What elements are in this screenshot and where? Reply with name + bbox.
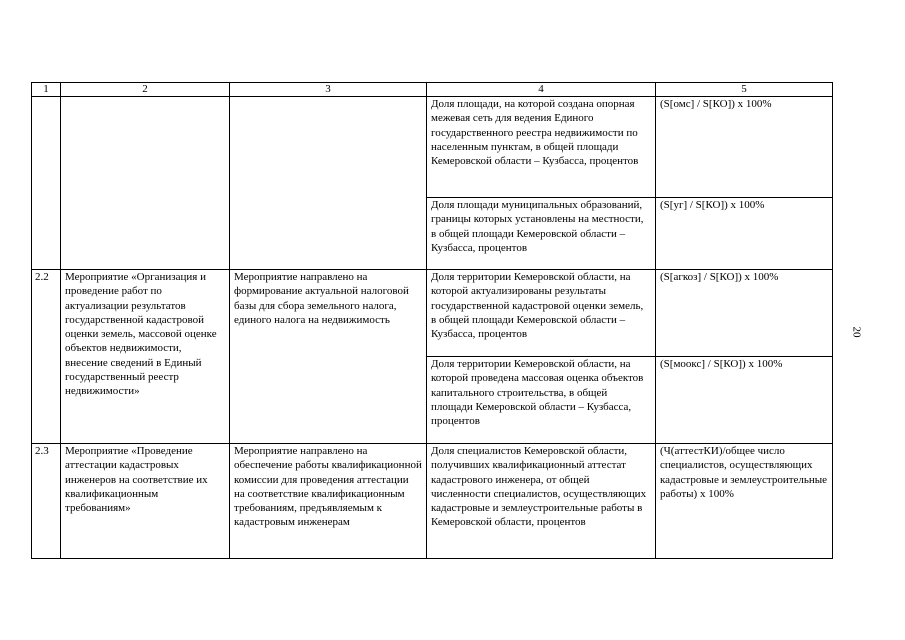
indicator-formula-cell: (S[уг] / S[КО]) x 100% bbox=[656, 198, 833, 270]
table-row bbox=[32, 444, 833, 559]
row-number bbox=[32, 97, 61, 270]
row-number: 2.2 bbox=[32, 270, 61, 444]
indicator-formula-cell: (S[моокс] / S[КО]) x 100% bbox=[656, 357, 833, 444]
page-number: 20 bbox=[850, 326, 863, 338]
indicator-formula-cell: (Ч(аттестКИ)/общее число специалистов, осуществляющих кадастровые и землеустроительные работы) x 100% bbox=[656, 444, 833, 559]
indicator-formula-cell: (S[омс] / S[КО]) x 100% bbox=[656, 97, 833, 198]
row-number: 2.3 bbox=[32, 444, 61, 559]
indicator-name-cell: Доля территории Кемеровской области, на которой проведена массовая оценка объектов капитального строительства, в общей площади Кемеровской области – Кузбасса, процентов bbox=[427, 357, 656, 444]
column-number-row bbox=[32, 83, 833, 97]
table-row bbox=[32, 270, 833, 357]
column-number: 3 bbox=[230, 83, 427, 97]
column-number: 5 bbox=[656, 83, 833, 97]
indicator-name-cell: Доля специалистов Кемеровской области, получивших квалификационный аттестат кадастрового инженера, от общей численности специалистов, осуществляющих кадастровые и землеустроительные работы в Кемеровской области, процентов bbox=[427, 444, 656, 559]
event-name-cell bbox=[61, 97, 230, 270]
indicator-formula-cell: (S[агкоз] / S[КО]) x 100% bbox=[656, 270, 833, 357]
event-description-cell: Мероприятие направлено на формирование актуальной налоговой базы для сбора земельного налога, единого налога на недвижимость bbox=[230, 270, 427, 444]
indicator-name-cell: Доля площади, на которой создана опорная межевая сеть для ведения Единого государственного реестра недвижимости по населенным пунктам, в общей площади Кемеровской области – Кузбасса, процентов bbox=[427, 97, 656, 198]
column-number: 2 bbox=[61, 83, 230, 97]
indicator-table bbox=[31, 82, 833, 559]
event-name-cell: Мероприятие «Проведение аттестации кадастровых инженеров на соответствие их квалификационным требованиям» bbox=[61, 444, 230, 559]
indicator-name-cell: Доля территории Кемеровской области, на которой актуализированы результаты государственной кадастровой оценки земель, в общей площади Кемеровской области – Кузбасса, процентов bbox=[427, 270, 656, 357]
table-row bbox=[32, 97, 833, 198]
indicator-name-cell: Доля площади муниципальных образований, границы которых установлены на местности, в общей площади Кемеровской области – Кузбасса, процентов bbox=[427, 198, 656, 270]
column-number: 1 bbox=[32, 83, 61, 97]
event-description-cell: Мероприятие направлено на обеспечение работы квалификационной комиссии для проведения аттестации на соответствие квалификационным требованиям, предъявляемым к кадастровым инженерам bbox=[230, 444, 427, 559]
column-number: 4 bbox=[427, 83, 656, 97]
event-description-cell bbox=[230, 97, 427, 270]
event-name-cell: Мероприятие «Организация и проведение работ по актуализации результатов государственной кадастровой оценки земель, массовой оценке объектов недвижимости, внесение сведений в Единый государственный реестр недвижимости» bbox=[61, 270, 230, 444]
